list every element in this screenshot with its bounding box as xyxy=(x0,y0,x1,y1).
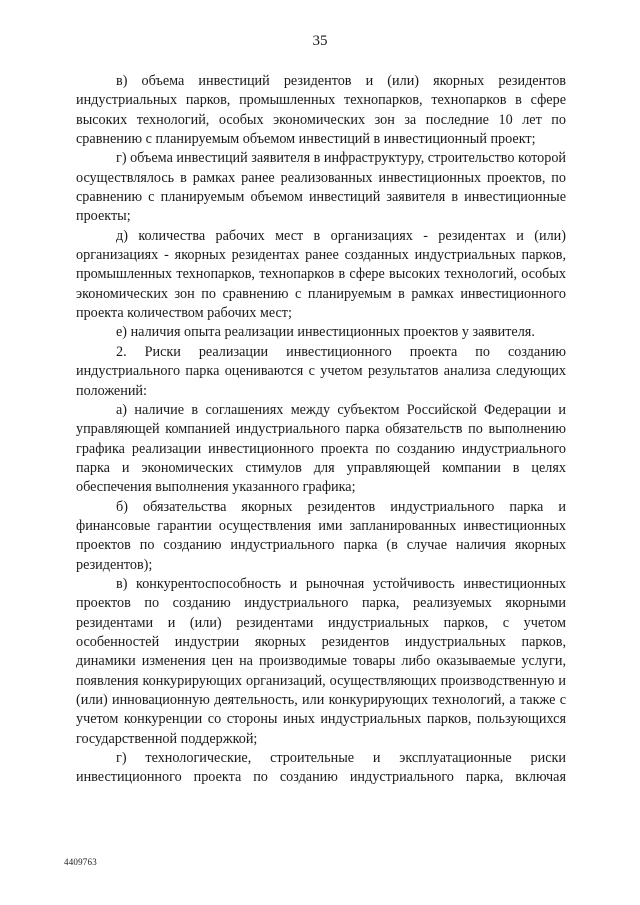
paragraph-a-agreements: а) наличие в соглашениях между субъектом Российской Федерации и управляющей компанией индустриального парка обязательств по выполнению графика реализации инвестиционного проекта по созданию индустриального парка и экономических стимулов для управляющей компании в целях обеспечения выполнения указанного графика; xyxy=(76,401,566,496)
page-number: 35 xyxy=(312,33,328,49)
paragraph-2-risks: 2. Риски реализации инвестиционного проекта по созданию индустриального парка оцениваются с учетом результатов анализа следующих положений: xyxy=(76,343,566,399)
paragraph-v-competitiveness: в) конкурентоспособность и рыночная устойчивость инвестиционных проектов по созданию индустриального парка, реализуемых якорными резидентами и (или) резидентами индустриальных парков, с учетом особенностей индустрии якорных резидентов индустриальных парков, динамики изменения цен на производимые товары либо оказываемые услуги, появления конкурирующих организаций, осуществляющих производственную и (или) инновационную деятельность, или конкурирующих технологий, а также с учетом конкуренции со стороны иных индустриальных парков, пользующихся государственной поддержкой; xyxy=(76,575,566,747)
paragraph-d-jobs: д) количества рабочих мест в организациях - резидентах и (или) организациях - якорных резидентах ранее созданных индустриальных парков, промышленных технопарков, технопарков в сфере высоких технологий, особых экономических зон по сравнению с планируемым в рамках инвестиционного проекта количеством рабочих мест; xyxy=(76,227,566,322)
paragraph-v-investment-residents: в) объема инвестиций резидентов и (или) якорных резидентов индустриальных парков, промышленных технопарков, технопарков в сфере высоких технологий, особых экономических зон за последние 10 лет по сравнению с планируемым объемом инвестиций в инвестиционный проект; xyxy=(76,73,566,148)
document-body xyxy=(76,72,566,788)
paragraph-g-technological-risks: г) технологические, строительные и эксплуатационные риски инвестиционного проекта по созданию индустриального парка, включая xyxy=(76,750,566,786)
paragraph-g-investment-applicant: г) объема инвестиций заявителя в инфраструктуру, строительство которой осуществлялось в рамках ранее реализованных инвестиционных проектов, по сравнению с планируемым объемом инвестиций заявителя в инвестиционные проекты; xyxy=(76,150,567,225)
document-code: 4409763 xyxy=(64,857,97,867)
paragraph-b-obligations: б) обязательства якорных резидентов индустриального парка и финансовые гарантии осуществления ими запланированных инвестиционных проектов по созданию индустриального парка (в случае наличия якорных резидентов); xyxy=(76,498,566,573)
paragraph-e-experience: е) наличия опыта реализации инвестиционных проектов у заявителя. xyxy=(116,324,535,341)
